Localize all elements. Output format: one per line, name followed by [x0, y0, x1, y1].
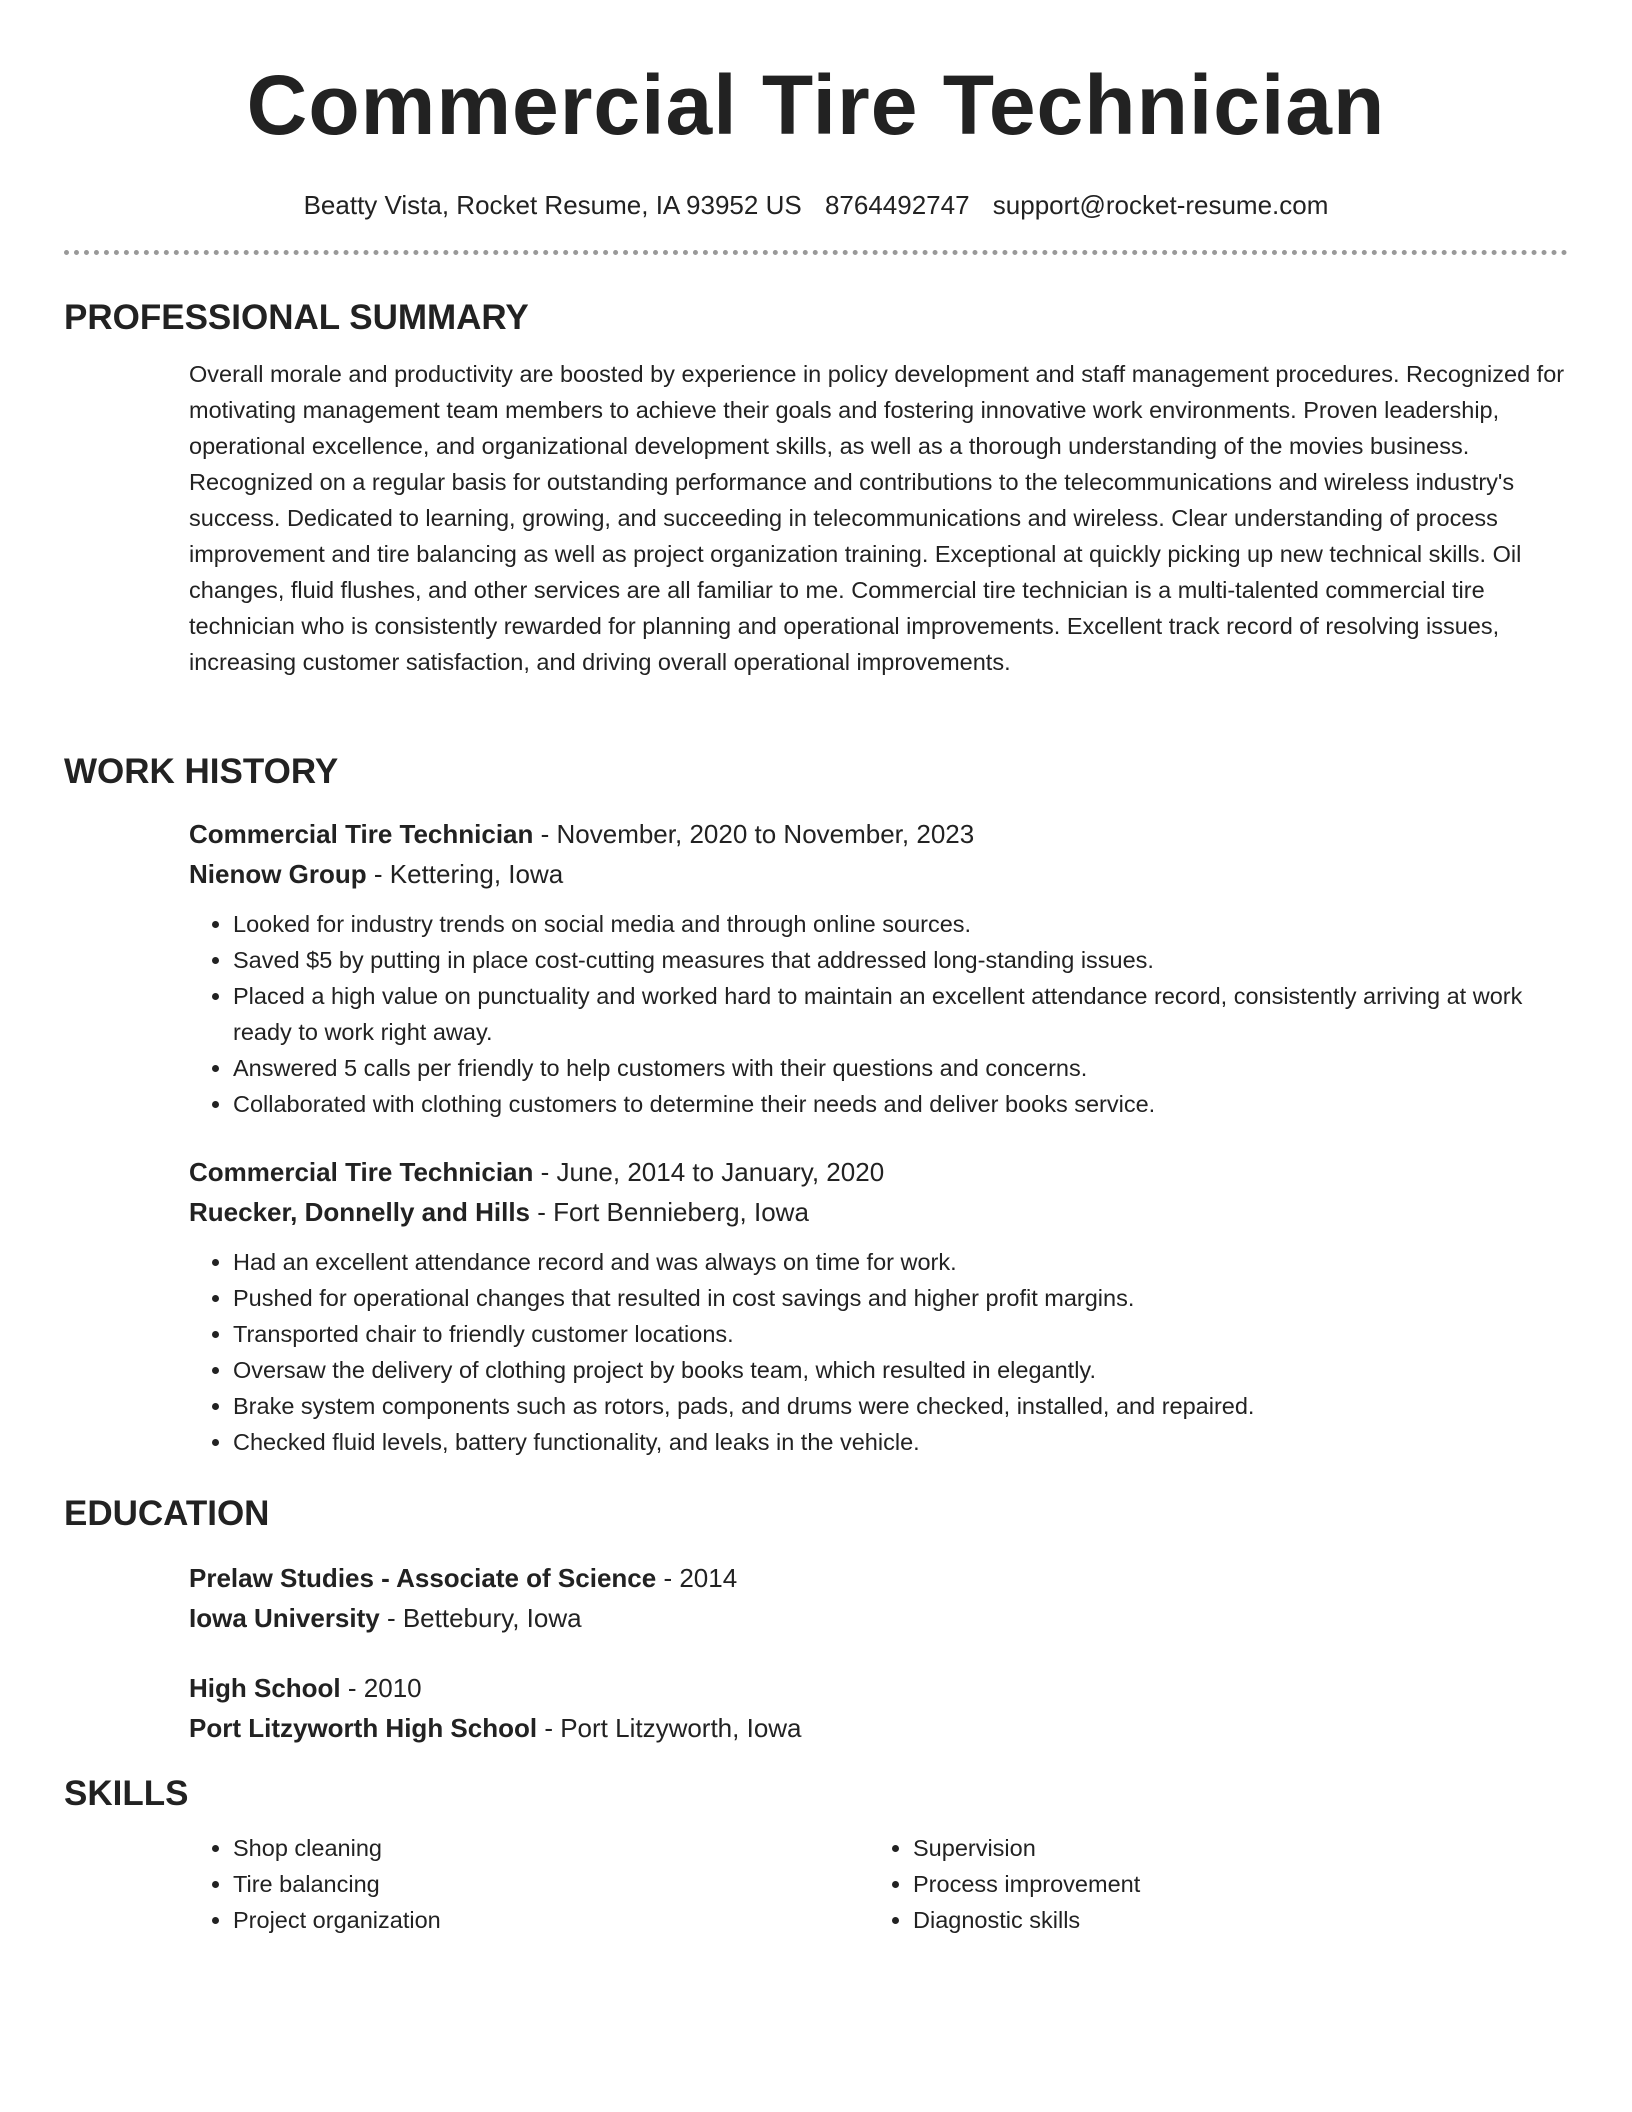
skill-item: • Process improvement	[913, 1866, 1549, 1902]
job-bullet: • Answered 5 calls per friendly to help customers with their questions and concerns.	[233, 1050, 1568, 1086]
job-location: - Fort Bennieberg, Iowa	[530, 1197, 809, 1227]
skill-item: • Project organization	[233, 1902, 869, 1938]
education-school-line	[189, 1598, 1568, 1638]
job-bullet: • Looked for industry trends on social media and through online sources.	[233, 906, 1568, 942]
skill-item: • Tire balancing	[233, 1866, 869, 1902]
job-dates: - June, 2014 to January, 2020	[533, 1157, 885, 1187]
job-bullets	[189, 906, 1568, 1122]
job-bullet: • Placed a high value on punctuality and worked hard to maintain an excellent attendance record, consistently arriving at work ready to work right away.	[233, 978, 1568, 1050]
education-degree-line	[189, 1668, 1568, 1708]
education-entry	[189, 1668, 1568, 1748]
education-school: Port Litzyworth High School	[189, 1713, 538, 1743]
summary-text: Overall morale and productivity are boosted by experience in policy development and staff management procedures. Recognized for motivating management team members to achieve their goals and fostering innovative work environments. Proven leadership, operational excellence, and organizational development skills, as well as a thorough understanding of the movies business. Recognized on a regular basis for outstanding performance and contributions to the telecommunications and wireless industry's success. Dedicated to learning, growing, and succeeding in telecommunications and wireless. Clear understanding of process improvement and tire balancing as well as project organization training. Exceptional at quickly picking up new technical skills. Oil changes, fluid flushes, and other services are all familiar to me. Commercial tire technician is a multi-talented commercial tire technician who is consistently rewarded for planning and operational improvements. Excellent track record of resolving issues, increasing customer satisfaction, and driving overall operational improvements.	[189, 361, 1565, 675]
job-bullet: • Had an excellent attendance record and was always on time for work.	[233, 1244, 1568, 1280]
job-company-line	[189, 1192, 1568, 1232]
contact-email: support@rocket-resume.com	[992, 190, 1329, 220]
education-section	[64, 1492, 1568, 1748]
education-degree: Prelaw Studies - Associate of Science	[189, 1563, 657, 1593]
job-bullet: • Pushed for operational changes that resulted in cost savings and higher profit margins.	[233, 1280, 1568, 1316]
job-bullet: • Checked fluid levels, battery functionality, and leaks in the vehicle.	[233, 1424, 1568, 1460]
job-bullet: • Transported chair to friendly customer locations.	[233, 1316, 1568, 1352]
education-degree: High School	[189, 1673, 341, 1703]
job-company-line	[189, 854, 1568, 894]
contact-line	[0, 188, 1632, 222]
skill-item: • Diagnostic skills	[913, 1902, 1549, 1938]
job-company: Nienow Group	[189, 859, 367, 889]
job-role: Commercial Tire Technician	[189, 1157, 534, 1187]
summary-section	[64, 296, 1568, 680]
work-history-title: WORK HISTORY	[64, 752, 339, 791]
job-bullet: • Saved $5 by putting in place cost-cutting measures that addressed long-standing issues.	[233, 942, 1568, 978]
job-bullet: • Collaborated with clothing customers to determine their needs and deliver books service.	[233, 1086, 1568, 1122]
job-entry	[189, 814, 1568, 1122]
education-location: - Port Litzyworth, Iowa	[537, 1713, 802, 1743]
education-title: EDUCATION	[64, 1494, 270, 1533]
contact-address: Beatty Vista, Rocket Resume, IA 93952 US	[303, 190, 802, 220]
job-role-line	[189, 814, 1568, 854]
work-history-section	[64, 750, 1568, 1460]
skill-item: • Supervision	[913, 1830, 1549, 1866]
education-entry	[189, 1558, 1568, 1638]
skills-column-right	[869, 1830, 1549, 1938]
skills-column-left	[189, 1830, 869, 1938]
skills-section	[64, 1772, 1568, 1938]
job-role: Commercial Tire Technician	[189, 819, 534, 849]
job-entry	[189, 1152, 1568, 1460]
job-company: Ruecker, Donnelly and Hills	[189, 1197, 530, 1227]
education-school-line	[189, 1708, 1568, 1748]
job-bullets	[189, 1244, 1568, 1460]
candidate-name: Commercial Tire Technician	[246, 58, 1386, 152]
job-bullet: • Brake system components such as rotors, pads, and drums were checked, installed, and repaired.	[233, 1388, 1568, 1424]
resume-header	[0, 0, 1632, 222]
education-school: Iowa University	[189, 1603, 380, 1633]
education-year: - 2010	[340, 1673, 422, 1703]
education-degree-line	[189, 1558, 1568, 1598]
job-bullet: • Oversaw the delivery of clothing project by books team, which resulted in elegantly.	[233, 1352, 1568, 1388]
skills-grid	[189, 1830, 1568, 1938]
job-dates: - November, 2020 to November, 2023	[533, 819, 975, 849]
contact-phone: 8764492747	[824, 190, 970, 220]
skills-title: SKILLS	[64, 1774, 189, 1813]
job-location: - Kettering, Iowa	[366, 859, 564, 889]
summary-title: PROFESSIONAL SUMMARY	[64, 298, 529, 337]
header-divider	[64, 250, 1568, 255]
education-year: - 2014	[656, 1563, 738, 1593]
job-role-line	[189, 1152, 1568, 1192]
skill-item: • Shop cleaning	[233, 1830, 869, 1866]
education-location: - Bettebury, Iowa	[379, 1603, 582, 1633]
